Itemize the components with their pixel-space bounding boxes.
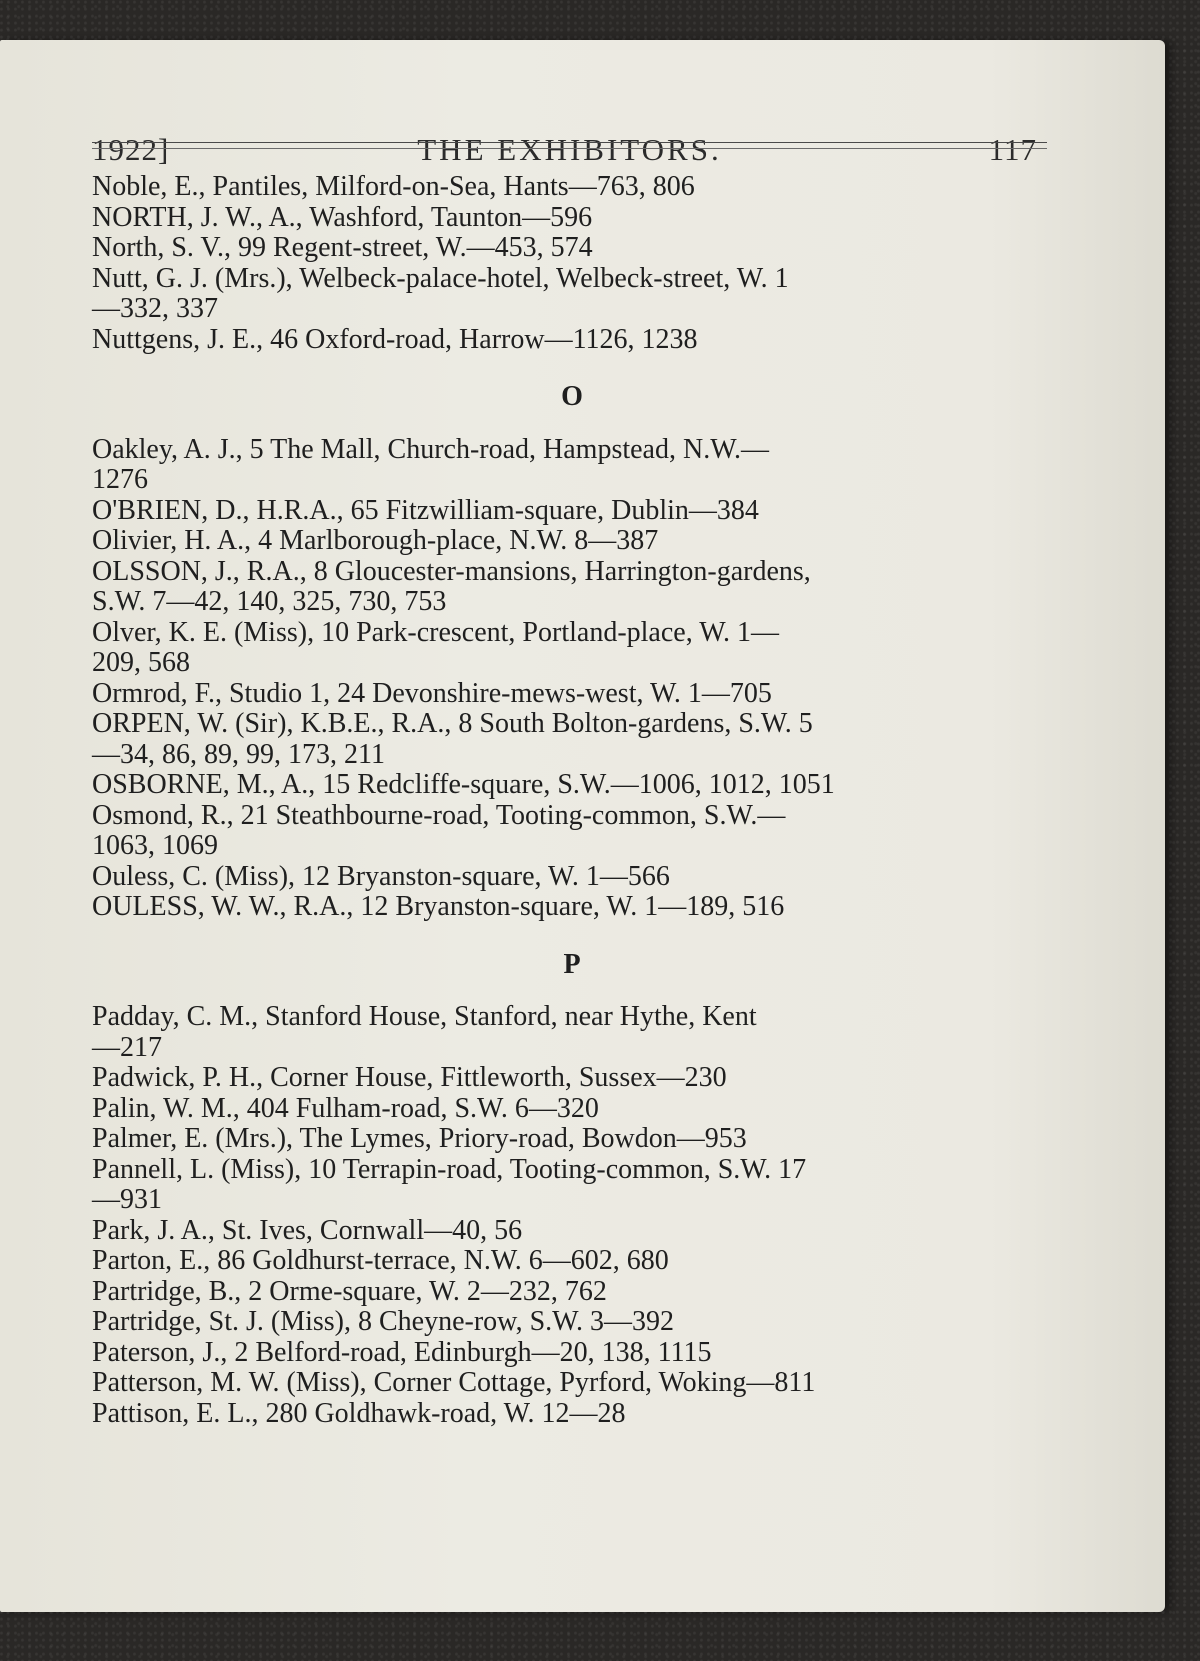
entry-continuation: —931 [92,1184,162,1215]
exhibitor-entry [92,801,1052,862]
exhibitor-entry [92,435,1052,496]
exhibitor-entry [92,709,1052,770]
entry-continuation: —34, 86, 89, 99, 173, 211 [92,738,385,770]
entries-n [92,172,1052,355]
entry-line: O'BRIEN, D., H.R.A., 65 Fitzwilliam-square, Dublin—384 [92,494,759,526]
entry-line: ORPEN, W. (Sir), K.B.E., R.A., 8 South Bolton-gardens, S.W. 5 [92,708,813,739]
entry-continuation: —217 [92,1031,162,1063]
entry-line: Pattison, E. L., 280 Goldhawk-road, W. 12—28 [92,1397,626,1429]
entry-line: OLSSON, J., R.A., 8 Gloucester-mansions, Harrington-gardens, [92,555,811,587]
exhibitor-entry [92,1216,1052,1247]
entry-line: Palin, W. M., 404 Fulham-road, S.W. 6—320 [92,1092,599,1124]
exhibitor-entry [92,526,1052,557]
exhibitor-entry [92,892,1052,923]
entry-line: NORTH, J. W., A., Washford, Taunton—596 [92,201,593,233]
exhibitor-entry [92,1063,1052,1094]
entry-line: Noble, E., Pantiles, Milford-on-Sea, Hants—763, 806 [92,171,695,202]
exhibitor-entry [92,862,1052,893]
entry-continuation: S.W. 7—42, 140, 325, 730, 753 [92,586,447,617]
section-heading-p: P [563,948,581,980]
entry-continuation: 1063, 1069 [92,830,218,861]
exhibitor-entry [92,557,1052,618]
running-head [92,132,1047,176]
entry-line: Pannell, L. (Miss), 10 Terrapin-road, Tooting-common, S.W. 17 [92,1153,807,1185]
entry-line: Nuttgens, J. E., 46 Oxford-road, Harrow—1126, 1238 [92,323,698,355]
entries-o [92,435,1052,923]
entry-line: Partridge, B., 2 Orme-square, W. 2—232, 762 [92,1275,607,1307]
exhibitor-entry [92,1368,1052,1399]
entry-line: Padday, C. M., Stanford House, Stanford, near Hythe, Kent [92,1001,757,1032]
entry-line: Paterson, J., 2 Belford-road, Edinburgh—20, 138, 1115 [92,1336,712,1368]
entry-continuation: 1276 [92,464,148,495]
exhibitor-entry [92,264,1052,325]
entry-line: Ormrod, F., Studio 1, 24 Devonshire-mews-west, W. 1—705 [92,677,772,709]
exhibitor-entry [92,1094,1052,1125]
entry-line: Palmer, E. (Mrs.), The Lymes, Priory-road, Bowdon—953 [92,1123,747,1154]
exhibitor-entry [92,770,1052,801]
entry-line: Osmond, R., 21 Steathbourne-road, Tooting-common, S.W.— [92,799,786,831]
entry-line: Park, J. A., St. Ives, Cornwall—40, 56 [92,1214,523,1246]
exhibitor-entry [92,496,1052,527]
exhibitor-entry [92,203,1052,234]
exhibitor-entry [92,172,1052,203]
entry-continuation: —332, 337 [92,293,218,324]
header-rule [92,142,1047,149]
header-title: THE EXHIBITORS. [417,132,722,167]
header-year: 1922] [92,132,170,167]
exhibitor-entry [92,1246,1052,1277]
entry-line: Partridge, St. J. (Miss), 8 Cheyne-row, S.W. 3—392 [92,1306,675,1337]
entry-line: North, S. V., 99 Regent-street, W.—453, 574 [92,232,593,263]
entry-line: OSBORNE, M., A., 15 Redcliffe-square, S.W.—1006, 1012, 1051 [92,769,835,800]
entry-continuation: 209, 568 [92,647,190,678]
entry-line: Oakley, A. J., 5 The Mall, Church-road, Hampstead, N.W.— [92,433,770,465]
entry-line: Parton, E., 86 Goldhurst-terrace, N.W. 6—602, 680 [92,1245,669,1276]
exhibitor-entry [92,1399,1052,1430]
section-heading-o: O [561,381,583,412]
exhibitor-entry [92,1124,1052,1155]
exhibitor-entry [92,1338,1052,1369]
exhibitor-list [92,172,1052,1429]
entry-line: OULESS, W. W., R.A., 12 Bryanston-square, W. 1—189, 516 [92,891,785,922]
exhibitor-entry [92,679,1052,710]
exhibitor-entry [92,1307,1052,1338]
exhibitor-entry [92,1002,1052,1063]
entry-line: Nutt, G. J. (Mrs.), Welbeck-palace-hotel, Welbeck-street, W. 1 [92,262,789,294]
exhibitor-entry [92,325,1052,356]
entry-line: Patterson, M. W. (Miss), Corner Cottage, Pyrford, Woking—811 [92,1367,816,1398]
entries-p [92,1002,1052,1429]
exhibitor-entry [92,618,1052,679]
exhibitor-entry [92,1277,1052,1308]
entry-line: Olivier, H. A., 4 Marlborough-place, N.W. 8—387 [92,525,659,556]
entry-line: Padwick, P. H., Corner House, Fittleworth, Sussex—230 [92,1062,727,1093]
exhibitor-entry [92,1155,1052,1216]
entry-line: Olver, K. E. (Miss), 10 Park-crescent, Portland-place, W. 1— [92,616,780,648]
page-number: 117 [988,132,1037,167]
entry-line: Ouless, C. (Miss), 12 Bryanston-square, W. 1—566 [92,860,670,892]
exhibitor-entry [92,233,1052,264]
